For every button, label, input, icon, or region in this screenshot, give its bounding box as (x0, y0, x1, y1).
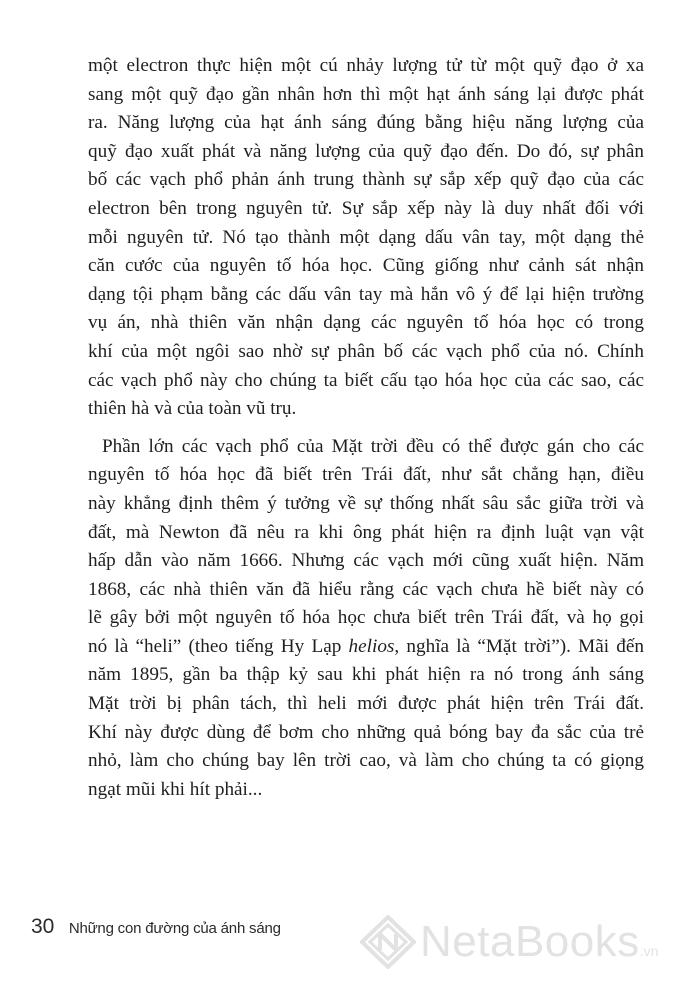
text-line: lẽ gây bởi một nguyên tố hóa học chưa biết trên Trái đất, và họ gọi (88, 607, 644, 629)
paragraph-1 (88, 52, 644, 424)
italic-term: helios (348, 635, 395, 657)
text-line: thiên hà và của toàn vũ trụ. (88, 398, 297, 420)
text-line: ra. Năng lượng của hạt ánh sáng đúng bằng hiệu năng lượng của (88, 112, 644, 134)
text-line: sang một quỹ đạo gần nhân hơn thì một hạt ánh sáng lại được phát (88, 83, 644, 105)
text-line: này khẳng định thêm ý tưởng về sự thống nhất sâu sắc giữa trời và (88, 492, 644, 514)
watermark-text: NetaBooks (420, 917, 640, 966)
netabooks-watermark (360, 915, 658, 969)
text-line: nhỏ, làm cho chúng bay lên trời cao, và làm cho chúng ta có giọng (88, 750, 644, 772)
watermark-suffix: .vn (639, 943, 659, 959)
page-number: 30 (31, 915, 55, 938)
running-title: Những con đường của ánh sáng (68, 920, 281, 937)
paragraph-2 (88, 433, 644, 805)
text-line (88, 633, 644, 662)
text-line: khí của một ngôi sao nhờ sự phân bố các vạch phổ của nó. Chính (88, 340, 644, 362)
text-line: electron bên trong nguyên tử. Sự sắp xếp này là duy nhất đối với (88, 197, 644, 219)
text-line: 1868, các nhà thiên văn đã hiểu rằng các vạch chưa hề biết này có (88, 578, 644, 600)
page-footer (31, 915, 281, 939)
netabooks-logo-icon (360, 915, 416, 969)
text-line: mỗi nguyên tử. Nó tạo thành một dạng dấu vân tay, một dạng thẻ (88, 226, 644, 248)
text-line: năm 1895, gần ba thập kỷ sau khi phát hiện ra nó trong ánh sáng (88, 664, 644, 686)
text-line: bố các vạch phổ phản ánh trung thành sự sắp xếp quỹ đạo của các (88, 169, 644, 191)
text-line: Khí này được dùng để bơm cho những quả bóng bay đa sắc của trẻ (88, 721, 644, 743)
body-text (88, 52, 644, 804)
text-line: các vạch phổ này cho chúng ta biết cấu tạo hóa học của các sao, các (88, 369, 644, 391)
text-line: ngạt mũi khi hít phải... (88, 778, 263, 800)
text-segment: nó là “heli” (theo tiếng Hy Lạp (88, 635, 349, 657)
text-line: Mặt trời bị phân tách, thì heli mới được phát hiện trên Trái đất. (88, 693, 644, 715)
text-line: đất, mà Newton đã nêu ra khi ông phát hiện ra định luật vạn vật (88, 521, 644, 543)
text-line: dạng tội phạm bằng các dấu vân tay mà hắn vô ý để lại hiện trường (88, 283, 644, 305)
text-line: vụ án, nhà thiên văn nhận dạng các nguyên tố hóa học có trong (88, 312, 644, 334)
text-line: quỹ đạo xuất phát và năng lượng của quỹ đạo đến. Do đó, sự phân (88, 140, 644, 162)
text-line: một electron thực hiện một cú nhảy lượng tử từ một quỹ đạo ở xa (88, 55, 644, 76)
text-line: nguyên tố hóa học đã biết trên Trái đất, như sắt chẳng hạn, điều (88, 464, 644, 486)
text-segment: , nghĩa là “Mặt trời”). Mãi đến (394, 635, 644, 657)
text-line: Phần lớn các vạch phổ của Mặt trời đều có thể được gán cho các (102, 435, 644, 457)
text-line: căn cước của nguyên tố hóa học. Cũng giống như cảnh sát nhận (88, 255, 644, 277)
text-line: hấp dẫn vào năm 1666. Nhưng các vạch mới cũng xuất hiện. Năm (88, 550, 644, 572)
